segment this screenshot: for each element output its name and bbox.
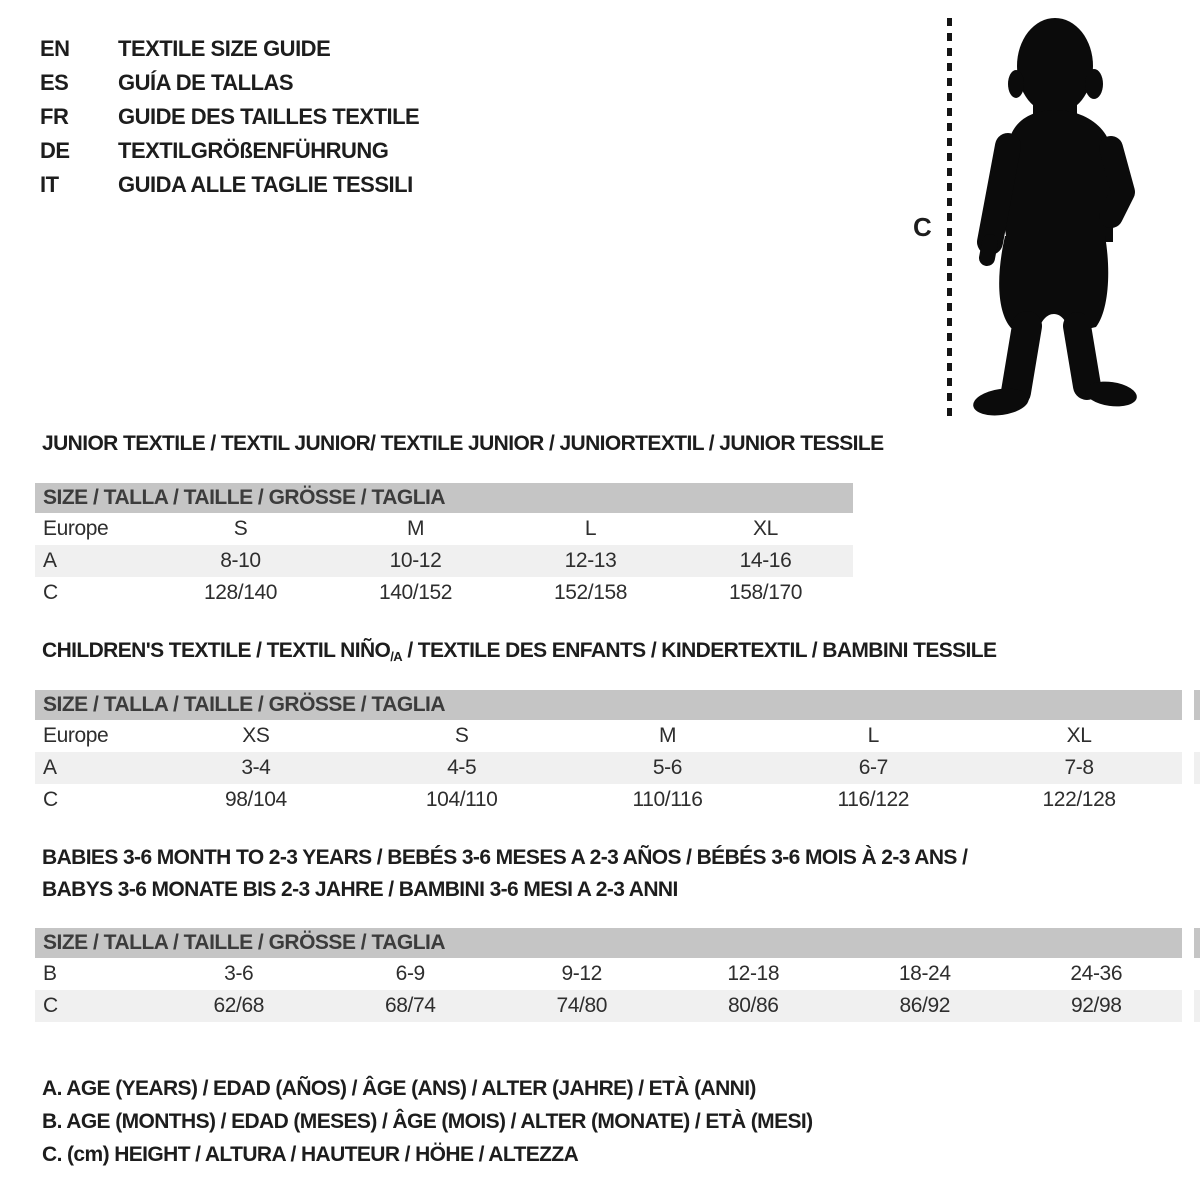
table-cell: 12-18 bbox=[727, 962, 780, 985]
table-cell: 80/86 bbox=[727, 994, 779, 1017]
row-label: A bbox=[43, 756, 57, 779]
row-label: Europe bbox=[43, 724, 109, 747]
cropped-band-sliver bbox=[1194, 690, 1200, 720]
table-cell: 74/80 bbox=[556, 994, 608, 1017]
table-cell: 18-24 bbox=[898, 962, 951, 985]
table-cell: 86/92 bbox=[899, 994, 951, 1017]
language-code: FR bbox=[40, 104, 69, 129]
table-row bbox=[35, 577, 853, 609]
table-row bbox=[35, 990, 1182, 1022]
table-row bbox=[35, 752, 1182, 784]
children-size-header bbox=[35, 690, 1182, 720]
children-title-prefix: CHILDREN'S TEXTILE / TEXTIL NIÑO bbox=[42, 639, 391, 662]
children-title-suffix: / TEXTILE DES ENFANTS / KINDERTEXTIL / BAMBINI TESSILE bbox=[402, 639, 997, 662]
row-label: C bbox=[43, 788, 58, 811]
table-cell: XL bbox=[753, 517, 778, 540]
table-cell: XS bbox=[242, 724, 270, 747]
table-row bbox=[35, 720, 1182, 752]
cropped-row-sliver bbox=[1194, 752, 1200, 784]
language-title-block bbox=[40, 32, 419, 202]
table-cell: 3-6 bbox=[224, 962, 254, 985]
table-cell: 98/104 bbox=[224, 788, 287, 811]
legend-block bbox=[42, 1072, 813, 1171]
table-cell: 7-8 bbox=[1064, 756, 1094, 779]
table-cell: 104/110 bbox=[425, 788, 498, 811]
language-row bbox=[40, 66, 419, 100]
table-cell: L bbox=[867, 724, 879, 747]
table-cell: 62/68 bbox=[213, 994, 265, 1017]
children-size-table bbox=[35, 720, 1182, 816]
table-cell: M bbox=[406, 517, 425, 540]
cropped-row-sliver bbox=[1194, 990, 1200, 1022]
size-header-label: SIZE / TALLA / TAILLE / GRÖSSE / TAGLIA bbox=[43, 693, 446, 716]
legend-line-c: C. (cm) HEIGHT / ALTURA / HAUTEUR / HÖHE / ALTEZZA bbox=[42, 1143, 579, 1166]
toddler-silhouette-icon bbox=[963, 14, 1145, 419]
table-cell: 24-36 bbox=[1070, 962, 1123, 985]
legend-line-b: B. AGE (MONTHS) / EDAD (MESES) / ÂGE (MOIS) / ALTER (MONATE) / ETÀ (MESI) bbox=[42, 1110, 813, 1133]
babies-section-title-line2: BABYS 3-6 MONATE BIS 2-3 JAHRE / BAMBINI 3-6 MESI A 2-3 ANNI bbox=[42, 878, 678, 901]
table-row bbox=[35, 545, 853, 577]
table-row bbox=[35, 958, 1182, 990]
language-row bbox=[40, 100, 419, 134]
language-code: IT bbox=[40, 172, 59, 197]
size-header-label: SIZE / TALLA / TAILLE / GRÖSSE / TAGLIA bbox=[43, 931, 446, 954]
table-cell: XL bbox=[1066, 724, 1092, 747]
table-cell: 6-7 bbox=[858, 756, 888, 779]
table-cell: 110/116 bbox=[632, 788, 703, 811]
table-cell: 140/152 bbox=[378, 581, 453, 604]
table-cell: 128/140 bbox=[203, 581, 278, 604]
row-label: Europe bbox=[43, 517, 109, 540]
table-cell: 92/98 bbox=[1070, 994, 1122, 1017]
table-row bbox=[35, 784, 1182, 816]
babies-size-table bbox=[35, 958, 1182, 1022]
language-title: GUÍA DE TALLAS bbox=[118, 70, 294, 95]
table-cell: 122/128 bbox=[1042, 788, 1116, 811]
legend-line-a: A. AGE (YEARS) / EDAD (AÑOS) / ÂGE (ANS) / ALTER (JAHRE) / ETÀ (ANNI) bbox=[42, 1077, 756, 1100]
language-row bbox=[40, 32, 419, 66]
table-cell: 4-5 bbox=[447, 756, 477, 779]
language-code: ES bbox=[40, 70, 69, 95]
row-label: A bbox=[43, 549, 57, 572]
language-title: GUIDE DES TAILLES TEXTILE bbox=[118, 104, 420, 129]
language-row bbox=[40, 134, 419, 168]
row-label: C bbox=[43, 581, 58, 604]
babies-section-title-line1: BABIES 3-6 MONTH TO 2-3 YEARS / BEBÉS 3-6 MESES A 2-3 AÑOS / BÉBÉS 3-6 MOIS À 2-3 ANS / bbox=[42, 846, 968, 869]
row-label: B bbox=[43, 962, 57, 985]
height-measure-figure bbox=[903, 14, 1195, 424]
language-title: GUIDA ALLE TAGLIE TESSILI bbox=[118, 172, 413, 197]
row-label: C bbox=[43, 994, 58, 1017]
language-title: TEXTILE SIZE GUIDE bbox=[118, 36, 331, 61]
table-cell: 6-9 bbox=[395, 962, 425, 985]
dotted-measure-line bbox=[947, 18, 952, 418]
table-cell: 116/122 bbox=[837, 788, 910, 811]
cropped-band-sliver bbox=[1194, 928, 1200, 958]
table-cell: 9-12 bbox=[561, 962, 602, 985]
table-cell: 3-4 bbox=[241, 756, 271, 779]
table-cell: 158/170 bbox=[728, 581, 803, 604]
table-cell: 5-6 bbox=[652, 756, 683, 779]
language-code: DE bbox=[40, 138, 70, 163]
children-title-subscript: /A bbox=[390, 649, 403, 664]
measure-c-label: C bbox=[913, 212, 932, 242]
table-cell: M bbox=[658, 724, 677, 747]
junior-section-title: JUNIOR TEXTILE / TEXTIL JUNIOR/ TEXTILE JUNIOR / JUNIORTEXTIL / JUNIOR TESSILE bbox=[42, 432, 884, 455]
children-section-title bbox=[42, 639, 996, 663]
table-cell: 68/74 bbox=[384, 994, 436, 1017]
table-cell: 14-16 bbox=[739, 549, 792, 572]
table-cell: S bbox=[454, 724, 469, 747]
language-title: TEXTILGRÖßENFÜHRUNG bbox=[118, 138, 389, 163]
table-cell: 8-10 bbox=[220, 549, 261, 572]
table-row bbox=[35, 513, 853, 545]
table-cell: L bbox=[584, 517, 597, 540]
babies-size-header bbox=[35, 928, 1182, 958]
junior-size-table bbox=[35, 513, 853, 609]
table-cell: 152/158 bbox=[553, 581, 628, 604]
language-row bbox=[40, 168, 419, 202]
language-code: EN bbox=[40, 36, 70, 61]
size-header-label: SIZE / TALLA / TAILLE / GRÖSSE / TAGLIA bbox=[43, 486, 446, 509]
junior-size-header bbox=[35, 483, 853, 513]
table-cell: 12-13 bbox=[564, 549, 617, 572]
table-cell: 10-12 bbox=[389, 549, 442, 572]
table-cell: S bbox=[233, 517, 248, 540]
